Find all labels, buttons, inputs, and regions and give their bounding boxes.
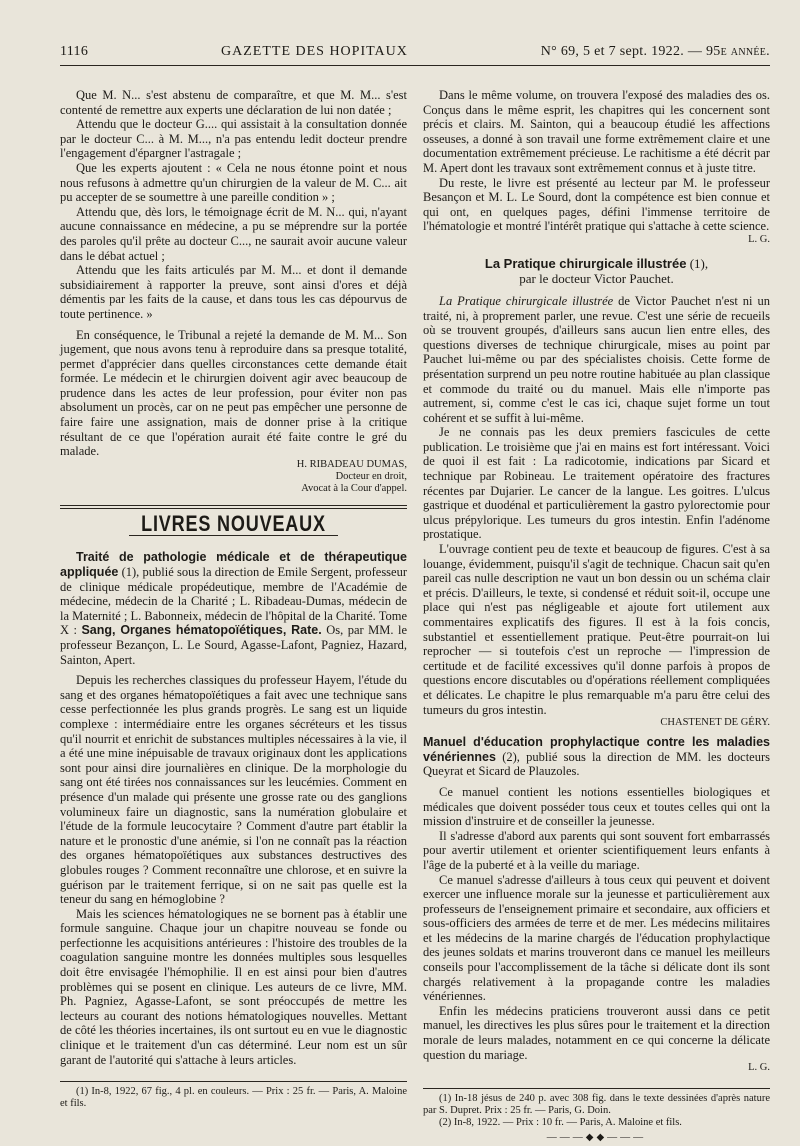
signature: L. G. (748, 233, 770, 245)
journal-title: GAZETTE DES HOPITAUX (221, 44, 408, 59)
issue-info: N° 69, 5 et 7 sept. 1922. — 95e année. (540, 44, 770, 59)
end-ornament: ———◆◆——— (546, 1132, 647, 1144)
paragraph: Ce manuel s'adresse d'ailleurs à tous ceux qui peuvent et doivent exercer une influence morale sur la jeunesse et particulièrement aux professeurs de l'enseignement primaire et secondaire, aux officiers et sous-officiers des armées de terre et de mer. Les médecins militaires et les médecins de la marine chargés de l'éducation prophylactique des jeunes soldats et marins trouveront dans ce manuel les meilleurs conseils pour l'accomplissement de la tâche si délicate dont ils sont chargés relativement à la propagande contre les maladies vénériennes. (423, 872, 770, 1004)
paragraph: Mais les sciences hématologiques ne se bornent pas à établir une formule sanguine. Chaque jour un chapitre nouveau se fonde ou perfectionne les acquisitions antérieures : l'histoire des troubles de la coagulation sanguine montre les données multiples sous lesquelles doit être envisagée l'hémophilie. Il en est ainsi pour bien d'autres problèmes qui se posent en clinique. Les auteurs de ce livre, MM. Ph. Pagniez, Agasse-Lafont, se sont préoccupés de mettre les lecteurs au courant des notions hématologiques nouvelles. Mettant de côté les théories incertaines, ils ont surtout eu en vue le diagnostic clinique et le traitement d'un cas déterminé. Leur nom est un sûr garant de l'autorité qui s'attache à leurs articles. (60, 906, 407, 1067)
signature: H. RIBADEAU DUMAS, Docteur en droit, Avocat à la Cour d'appel. (296, 458, 407, 494)
footnote-rule (60, 1081, 407, 1082)
paragraph: Enfin les médecins praticiens trouveront aussi dans ce petit manuel, les directives les plus sûres pour le traitement et la direction morale de leurs malades, notamment en ce qui concerne la délicate question du mariage. (423, 1003, 770, 1062)
book-title: Manuel d'éducation prophylactique contre les maladies vénériennes (423, 735, 770, 764)
left-column (60, 88, 407, 1146)
paragraph: Je ne connais pas les deux premiers fascicules de cette publication. Le troisième que j'ai en mains est fort intéressant. Voici de quoi il est fait : La radicotomie, indications par Sicard et technique par Robineau. Le traitement opératoire des fractures récentes par Dujarier. Le cancer de la langue. Les goitres. L'ulcus gastrique et duodénal et particulièrement la gastro pylorectomie pour ulcus prépylorique. Les tumeurs du gros intestin. Enfin l'adénome prostatique. (423, 425, 770, 542)
paragraph: En conséquence, le Tribunal a rejeté la demande de M. M... Son jugement, que nous avons tenu à reproduire dans sa presque totalité, permet d'apprécier dans quelles circonstances cette demande était formée. Le médecin et le chirurgien doivent agir avec beaucoup de prudence dans les actes de leur profession, pour éviter non pas absolument un procès, car on ne peut pas empêcher une personne de faire faire une assignation, mais de donner prise à la critique résultant de ce que l'opération aurait été faite contre le gré du malade. (60, 327, 407, 459)
footnote: (1) In-8, 1922, 67 fig., 4 pl. en couleurs. — Prix : 25 fr. — Paris, A. Maloine et fils. (60, 1086, 407, 1110)
paragraph: Ce manuel contient les notions essentielles biologiques et médicales que doivent posséder tous ceux et toutes celles qui ont la mission d'instruire et de conseiller la jeunesse. (423, 784, 770, 829)
footnote: (2) In-8, 1922. — Prix : 10 fr. — Paris, A. Maloine et fils. (439, 1117, 682, 1129)
footnote: (1) In-18 jésus de 240 p. avec 308 fig. dans le texte dessinées d'après nature par S. Dupret. Prix : 25 fr. — Paris, G. Doin. (423, 1093, 770, 1117)
paragraph: Dans le même volume, on trouvera l'exposé des maladies des os. Conçus dans le même esprit, les chapitres qui les concernent sont précis et clairs. M. Sainton, qui a beaucoup étudié les affections osseuses, a donné à son travail une forme extrêmement claire et une documentation extrêmement précieuse. Le rachitisme a été décrit par M. Apert dont les travaux sont extrêmement connus et à juste titre. (423, 88, 770, 175)
book-title: La Pratique chirurgicale illustrée (484, 255, 687, 271)
paragraph: Attendu que les faits articulés par M. M... et dont il demande subsidiairement à rapporter la preuve, sont ainsi d'ores et déjà démentis par les faits de la cause, et dans tous les cas dépourvus de toute pertinence. » (60, 263, 407, 321)
section-divider (60, 505, 407, 509)
paragraph: Attendu que, dès lors, le témoignage écrit de M. N... qui, n'ayant aucune connaissance en médecine, a pu se méprendre sur la portée des paroles qu'il prête au docteur C..., ne saurait avoir aucune valeur dans le débat actuel ; (60, 204, 407, 263)
signature: CHASTENET DE GÉRY. (660, 717, 770, 729)
paragraph: Du reste, le livre est présenté au lecteur par M. le professeur Besançon et M. L. Le Sourd, dont la compétence est bien connue et qui ont, en quelques pages, défini l'immense territoire de l'hématologie et montré l'intérêt pratique qui s'attache à cette science. (423, 175, 770, 234)
section-title: LIVRES NOUVEAUX (141, 510, 326, 536)
paragraph: La Pratique chirurgicale illustrée de Victor Pauchet n'est ni un traité, ni, à proprement parler, une revue. C'est une série de recueils où se trouvent groupés, d'ailleurs sans aucun lien entre elles, des questions diverses de technique chirurgicale, mises au point par Pauchet lui-même ou par des spécialistes choisis. Cette forme de présentation surprend un peu notre routine habituée au plan classique et commode du traité ou du manuel. Mais elle n'importe pas autrement, si, comme c'est le cas ici, chaque sujet forme un tout cohérent et se suffit à lui-même. (423, 293, 770, 425)
book-title: Traité de pathologie médicale et de thérapeutique appliquée (60, 550, 407, 580)
paragraph: Que M. N... s'est abstenu de comparaître, et que M. M... s'est contenté de remettre aux experts une déclaration de lui non datée ; (60, 88, 407, 117)
page-header (60, 44, 770, 66)
page-number: 1116 (60, 44, 89, 59)
paragraph: Depuis les recherches classiques du professeur Hayem, l'étude du sang et des organes hématopoïétiques a fait avec une technique sans cesse perfectionnée les plus grands progrès. Le sang est un liquide complexe : intermédiaire entre les organes sécréteurs et les tissus qu'il nourrit et enrichit de substances multiples nécessaires à la vie, il a été une mine inépuisable de travaux originaux dont les applications sont pour ainsi dire journalières en clinique. De la morphologie du sang ont été tirées nos connaissances sur les leucémies. Comment en présence d'un malade qui présente une grosse rate ou des ganglions volumineux faire un diagnostic, sans la numération globulaire et l'étude de la formule leucocytaire ? Comment d'autre part établir la nature et le pronostic d'une anémie, si l'on ne connaît pas la réaction des organes hématopoïétiques aux substances destructives des globules rouges ? Comment reconnaître une chlorose, et en suivre la guérison par le traitement ferrique, si on ne sait pas quelle est la teneur du sang en hémoglobine ? (60, 673, 407, 907)
book-entry: Manuel d'éducation prophylactique contre les maladies vénériennes (2), publié sous la direction de MM. les docteurs Queyrat et Sicard de Plauzoles. (423, 735, 770, 779)
book-heading: La Pratique chirurgicale illustrée (1), par le docteur Victor Pauchet. (484, 255, 709, 286)
signature: L. G. (748, 1062, 770, 1074)
right-column (423, 88, 770, 1146)
paragraph: Que les experts ajoutent : « Cela ne nous étonne point et nous nous refusons à admettre qu'un chirurgien de la valeur de M. C... ait pu accepter de se soumettre à une pareille condition » ; (60, 160, 407, 205)
footnote-rule (423, 1088, 770, 1089)
paragraph: Attendu que le docteur G.... qui assistait à la consultation donnée par le docteur C... à M. M..., n'a pas entendu ledit docteur prendre l'engagement d'épargner l'astragale ; (60, 117, 407, 161)
paragraph: Il s'adresse d'abord aux parents qui sont souvent fort embarrassés pour avertir utilement et orienter scientifiquement leurs enfants à l'âge de la puberté et à la veille du mariage. (423, 828, 770, 872)
book-entry: Traité de pathologie médicale et de thérapeutique appliquée (1), publié sous la direction de Emile Sergent, professeur de clinique médicale propédeutique, membre de l'Académie de médecine, médecin de la Charité ; L. Ribadeau-Dumas, médecin de la Maternité ; L. Babonneix, médecin de l'hôpital de la Charité. Tome X : Sang, Organes hématopoïétiques, Rate. Os, par MM. le professeur Bezançon, L. Le Sourd, Agasse-Lafont, Pagniez, Hazard, Sainton, Apert. (60, 550, 408, 667)
paragraph: L'ouvrage contient peu de texte et beaucoup de figures. C'est à sa louange, évidemment, puisqu'il s'agit de technique. Chacun sait qu'en pareil cas nulle description ne vaut un bon dessin ou un schéma clair et précis. D'ailleurs, le texte, si condensé et réduit soit-il, occupe une place qui n'est pas négligeable et ajoute fort utilement aux commentaires explicatifs des figures. Il est à la fois concis, substantiel et essentiellement pratique. Peut-être pourrait-on lui reprocher — si toutefois c'est un reproche — l'impression de certitude et de facilité excessives qu'il donne parfois à propos de questions encore discutables ou d'opérations réellement compliquées et délicates. Le chapitre le plus remarquable m'a paru être celui des tumeurs du gros intestin. (423, 542, 770, 717)
